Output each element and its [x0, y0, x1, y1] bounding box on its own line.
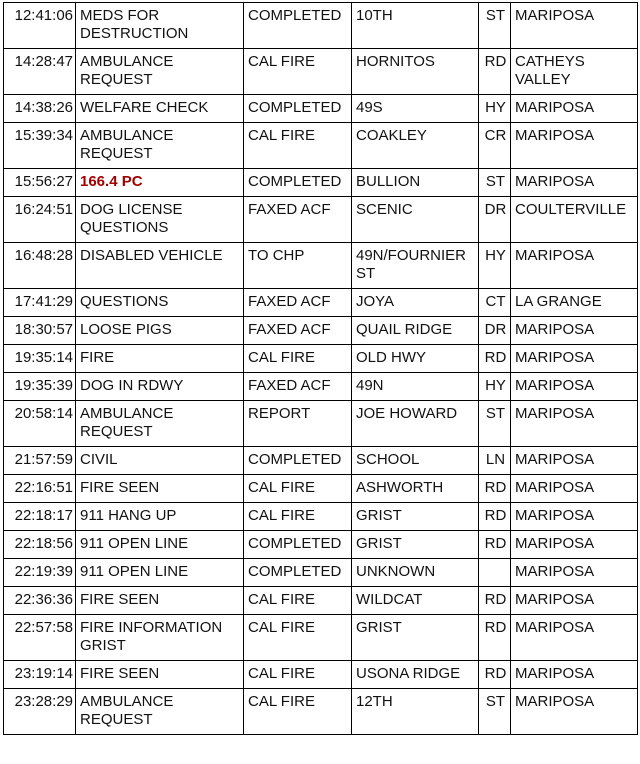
call-type-cell: FIRE SEEN: [76, 661, 244, 689]
city-cell: MARIPOSA: [511, 503, 638, 531]
call-type-cell: FIRE: [76, 345, 244, 373]
highlighted-call-type: 166.4 PC: [80, 173, 143, 190]
time-cell: 22:18:56: [4, 531, 76, 559]
disposition-cell: CAL FIRE: [244, 661, 352, 689]
city-cell: MARIPOSA: [511, 345, 638, 373]
city-cell: MARIPOSA: [511, 123, 638, 169]
street-suffix-cell: ST: [479, 3, 511, 49]
street-suffix-cell: RD: [479, 345, 511, 373]
street-cell: GRIST: [352, 531, 479, 559]
disposition-cell: CAL FIRE: [244, 123, 352, 169]
street-suffix-cell: ST: [479, 169, 511, 197]
call-type-cell: AMBULANCE REQUEST: [76, 49, 244, 95]
call-type-cell: MEDS FOR DESTRUCTION: [76, 3, 244, 49]
time-cell: 21:57:59: [4, 447, 76, 475]
table-row: [4, 345, 638, 373]
disposition-cell: COMPLETED: [244, 169, 352, 197]
street-cell: UNKNOWN: [352, 559, 479, 587]
city-cell: MARIPOSA: [511, 559, 638, 587]
table-row: [4, 197, 638, 243]
disposition-cell: COMPLETED: [244, 3, 352, 49]
disposition-cell: FAXED ACF: [244, 197, 352, 243]
street-cell: COAKLEY: [352, 123, 479, 169]
time-cell: 17:41:29: [4, 289, 76, 317]
city-cell: MARIPOSA: [511, 95, 638, 123]
time-cell: 14:28:47: [4, 49, 76, 95]
city-cell: MARIPOSA: [511, 689, 638, 735]
city-cell: CATHEYS VALLEY: [511, 49, 638, 95]
call-type-cell: WELFARE CHECK: [76, 95, 244, 123]
disposition-cell: CAL FIRE: [244, 615, 352, 661]
city-cell: MARIPOSA: [511, 317, 638, 345]
street-cell: OLD HWY: [352, 345, 479, 373]
city-cell: MARIPOSA: [511, 475, 638, 503]
city-cell: MARIPOSA: [511, 401, 638, 447]
city-cell: LA GRANGE: [511, 289, 638, 317]
street-suffix-cell: RD: [479, 587, 511, 615]
time-cell: 14:38:26: [4, 95, 76, 123]
disposition-cell: CAL FIRE: [244, 49, 352, 95]
call-log-table: [3, 2, 638, 735]
call-type-cell: FIRE SEEN: [76, 587, 244, 615]
table-row: [4, 447, 638, 475]
disposition-cell: CAL FIRE: [244, 345, 352, 373]
time-cell: 12:41:06: [4, 3, 76, 49]
disposition-cell: COMPLETED: [244, 95, 352, 123]
disposition-cell: REPORT: [244, 401, 352, 447]
time-cell: 19:35:39: [4, 373, 76, 401]
time-cell: 23:19:14: [4, 661, 76, 689]
time-cell: 22:19:39: [4, 559, 76, 587]
street-suffix-cell: DR: [479, 317, 511, 345]
city-cell: MARIPOSA: [511, 587, 638, 615]
street-suffix-cell: [479, 559, 511, 587]
disposition-cell: COMPLETED: [244, 447, 352, 475]
time-cell: 18:30:57: [4, 317, 76, 345]
disposition-cell: FAXED ACF: [244, 373, 352, 401]
city-cell: MARIPOSA: [511, 243, 638, 289]
street-cell: 49N/FOURNIER ST: [352, 243, 479, 289]
street-suffix-cell: RD: [479, 531, 511, 559]
city-cell: MARIPOSA: [511, 169, 638, 197]
time-cell: 20:58:14: [4, 401, 76, 447]
street-suffix-cell: RD: [479, 661, 511, 689]
table-row: [4, 3, 638, 49]
table-row: [4, 243, 638, 289]
time-cell: 19:35:14: [4, 345, 76, 373]
table-row: [4, 475, 638, 503]
city-cell: MARIPOSA: [511, 3, 638, 49]
street-cell: GRIST: [352, 503, 479, 531]
street-suffix-cell: RD: [479, 615, 511, 661]
street-suffix-cell: ST: [479, 689, 511, 735]
street-cell: 10TH: [352, 3, 479, 49]
call-type-cell: AMBULANCE REQUEST: [76, 123, 244, 169]
table-row: [4, 289, 638, 317]
street-cell: HORNITOS: [352, 49, 479, 95]
city-cell: MARIPOSA: [511, 531, 638, 559]
street-cell: JOYA: [352, 289, 479, 317]
street-cell: GRIST: [352, 615, 479, 661]
table-row: [4, 503, 638, 531]
street-cell: 12TH: [352, 689, 479, 735]
table-row: [4, 401, 638, 447]
table-row: [4, 373, 638, 401]
disposition-cell: CAL FIRE: [244, 475, 352, 503]
street-suffix-cell: RD: [479, 475, 511, 503]
table-row: [4, 661, 638, 689]
street-suffix-cell: DR: [479, 197, 511, 243]
call-type-cell: DOG IN RDWY: [76, 373, 244, 401]
call-type-cell: 911 OPEN LINE: [76, 559, 244, 587]
street-cell: JOE HOWARD: [352, 401, 479, 447]
table-row: [4, 317, 638, 345]
disposition-cell: TO CHP: [244, 243, 352, 289]
time-cell: 15:56:27: [4, 169, 76, 197]
city-cell: MARIPOSA: [511, 615, 638, 661]
street-suffix-cell: HY: [479, 373, 511, 401]
call-type-cell: FIRE SEEN: [76, 475, 244, 503]
street-cell: 49S: [352, 95, 479, 123]
call-type-cell: CIVIL: [76, 447, 244, 475]
city-cell: MARIPOSA: [511, 373, 638, 401]
street-cell: 49N: [352, 373, 479, 401]
street-cell: USONA RIDGE: [352, 661, 479, 689]
call-type-cell: AMBULANCE REQUEST: [76, 689, 244, 735]
street-suffix-cell: RD: [479, 49, 511, 95]
table-row: [4, 123, 638, 169]
table-row: [4, 49, 638, 95]
table-row: [4, 587, 638, 615]
time-cell: 22:16:51: [4, 475, 76, 503]
street-cell: WILDCAT: [352, 587, 479, 615]
city-cell: MARIPOSA: [511, 447, 638, 475]
street-cell: SCHOOL: [352, 447, 479, 475]
call-type-cell: FIRE INFORMATION GRIST: [76, 615, 244, 661]
time-cell: 22:18:17: [4, 503, 76, 531]
disposition-cell: CAL FIRE: [244, 503, 352, 531]
street-suffix-cell: CT: [479, 289, 511, 317]
street-suffix-cell: HY: [479, 95, 511, 123]
call-type-cell: 911 HANG UP: [76, 503, 244, 531]
time-cell: 22:36:36: [4, 587, 76, 615]
street-cell: ASHWORTH: [352, 475, 479, 503]
disposition-cell: CAL FIRE: [244, 689, 352, 735]
table-row: [4, 615, 638, 661]
disposition-cell: COMPLETED: [244, 559, 352, 587]
city-cell: COULTERVILLE: [511, 197, 638, 243]
street-suffix-cell: RD: [479, 503, 511, 531]
street-suffix-cell: ST: [479, 401, 511, 447]
street-cell: QUAIL RIDGE: [352, 317, 479, 345]
table-row: [4, 169, 638, 197]
street-suffix-cell: CR: [479, 123, 511, 169]
call-type-cell: 911 OPEN LINE: [76, 531, 244, 559]
table-row: [4, 689, 638, 735]
disposition-cell: FAXED ACF: [244, 317, 352, 345]
city-cell: MARIPOSA: [511, 661, 638, 689]
call-type-cell: [76, 169, 244, 197]
street-cell: SCENIC: [352, 197, 479, 243]
call-type-cell: LOOSE PIGS: [76, 317, 244, 345]
table-row: [4, 531, 638, 559]
time-cell: 22:57:58: [4, 615, 76, 661]
table-row: [4, 559, 638, 587]
time-cell: 15:39:34: [4, 123, 76, 169]
time-cell: 16:48:28: [4, 243, 76, 289]
disposition-cell: CAL FIRE: [244, 587, 352, 615]
table-row: [4, 95, 638, 123]
street-suffix-cell: HY: [479, 243, 511, 289]
street-cell: BULLION: [352, 169, 479, 197]
call-type-cell: DOG LICENSE QUESTIONS: [76, 197, 244, 243]
call-type-cell: AMBULANCE REQUEST: [76, 401, 244, 447]
street-suffix-cell: LN: [479, 447, 511, 475]
call-type-cell: DISABLED VEHICLE: [76, 243, 244, 289]
time-cell: 23:28:29: [4, 689, 76, 735]
disposition-cell: FAXED ACF: [244, 289, 352, 317]
call-type-cell: QUESTIONS: [76, 289, 244, 317]
call-log-body: [4, 3, 638, 735]
time-cell: 16:24:51: [4, 197, 76, 243]
disposition-cell: COMPLETED: [244, 531, 352, 559]
